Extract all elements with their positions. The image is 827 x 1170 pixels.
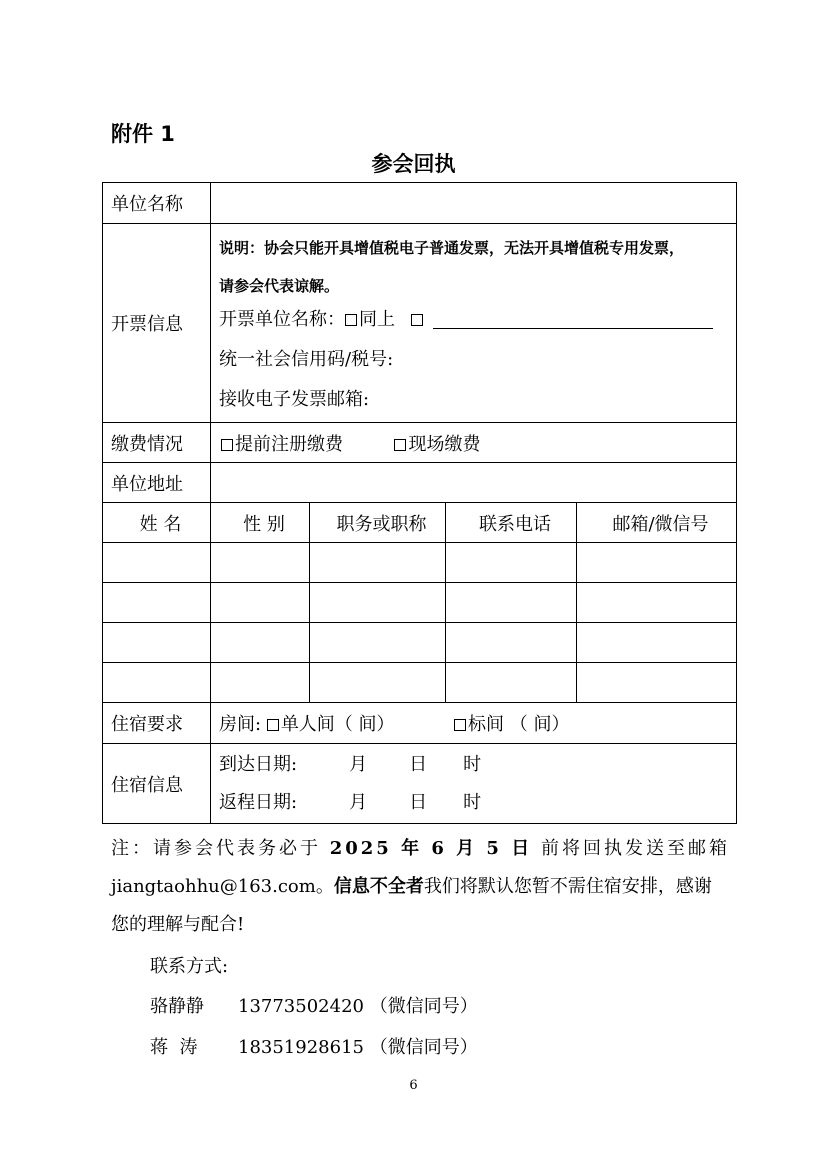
arrival-day: 日 [409, 753, 428, 775]
departure-day: 日 [409, 791, 428, 813]
same-above-checkbox[interactable] [345, 314, 357, 326]
participant-gender-cell[interactable] [211, 543, 310, 583]
invoice-label: 开票信息 [103, 224, 211, 423]
participant-name-cell[interactable] [103, 623, 211, 663]
contact-person [150, 992, 478, 1018]
participant-position-cell[interactable] [310, 543, 446, 583]
onsite-pay-checkbox[interactable] [394, 439, 406, 451]
participant-row [103, 623, 737, 663]
header-gender: 性 别 [211, 503, 310, 543]
contact-email: jiangtaohhu@163.com。 [111, 876, 334, 897]
footnote-text1: 注：请参会代表务必于 [111, 838, 321, 859]
arrival-hour: 时 [463, 753, 482, 775]
participant-email-cell[interactable] [577, 583, 737, 623]
footnote-line2 [111, 868, 731, 906]
footnote [111, 830, 731, 944]
contact-person [150, 1033, 478, 1059]
participant-row [103, 543, 737, 583]
standard-room-label: 标间 （ 间） [468, 714, 570, 735]
accommodation-info-label: 住宿信息 [103, 744, 211, 824]
invoice-unit-input[interactable] [433, 310, 713, 329]
invoice-note-line1: 说明：协会只能开具增值税电子普通发票，无法开具增值税专用发票， [219, 239, 685, 257]
participant-gender-cell[interactable] [211, 623, 310, 663]
standard-room-checkbox[interactable] [454, 719, 466, 731]
unit-name-label: 单位名称 [103, 183, 211, 224]
footnote-text3: 我们将默认您暂不需住宿安排，感谢 [423, 876, 712, 897]
participant-phone-cell[interactable] [446, 623, 577, 663]
participant-phone-cell[interactable] [446, 663, 577, 703]
row-address [103, 463, 737, 503]
footnote-text2: 前将回执发送至邮箱 [540, 838, 730, 859]
address-field[interactable] [211, 463, 737, 503]
contact-name: 蒋 涛 [150, 1037, 198, 1058]
departure-label: 返程日期: [219, 791, 298, 813]
address-label: 单位地址 [103, 463, 211, 503]
contact-phone: 18351928615 [238, 1037, 364, 1058]
participant-email-cell[interactable] [577, 623, 737, 663]
invoice-unit-line [219, 300, 736, 340]
participant-position-cell[interactable] [310, 623, 446, 663]
departure-hour: 时 [463, 791, 482, 813]
receipt-form-table [102, 182, 737, 824]
departure-month: 月 [349, 791, 368, 813]
page-number: 6 [409, 1078, 418, 1093]
deadline-date: 2025 年 6 月 5 日 [329, 838, 533, 859]
contact-note: （微信同号） [369, 1037, 478, 1058]
payment-label: 缴费情况 [103, 423, 211, 463]
participant-name-cell[interactable] [103, 663, 211, 703]
arrival-label: 到达日期: [219, 753, 298, 775]
credit-code-label: 统一社会信用码/税号: [219, 349, 394, 370]
accommodation-request-field [211, 703, 737, 744]
participant-name-cell[interactable] [103, 543, 211, 583]
participant-gender-cell[interactable] [211, 663, 310, 703]
row-accommodation-request [103, 703, 737, 744]
header-phone: 联系电话 [446, 503, 577, 543]
invoice-email-label: 接收电子发票邮箱: [219, 389, 370, 410]
footnote-bold: 信息不全者 [333, 876, 424, 897]
participant-name-cell[interactable] [103, 583, 211, 623]
arrival-date-line [219, 746, 736, 784]
row-accommodation-info [103, 744, 737, 824]
attachment-label: 附件 1 [111, 122, 175, 146]
prepay-label: 提前注册缴费 [235, 433, 343, 455]
onsite-pay-label: 现场缴费 [408, 433, 481, 455]
invoice-note-line2: 请参会代表谅解。 [219, 277, 340, 295]
single-room-checkbox[interactable] [267, 719, 279, 731]
invoice-unit-label: 开票单位名称： [219, 309, 345, 330]
other-unit-checkbox[interactable] [411, 314, 423, 326]
contact-name: 骆静静 [150, 996, 204, 1017]
participant-email-cell[interactable] [577, 543, 737, 583]
row-invoice [103, 224, 737, 423]
participant-email-cell[interactable] [577, 663, 737, 703]
page-title: 参会回执 [371, 152, 456, 176]
departure-date-line [219, 784, 736, 822]
arrival-month: 月 [349, 753, 368, 775]
participant-header-row [103, 503, 737, 543]
contact-phone: 13773502420 [238, 996, 364, 1017]
room-label: 房间: [219, 714, 262, 735]
header-position: 职务或职称 [310, 503, 446, 543]
contact-title: 联系方式: [150, 956, 229, 977]
participant-phone-cell[interactable] [446, 543, 577, 583]
invoice-field [211, 224, 737, 423]
footnote-line1 [111, 830, 731, 868]
row-unit-name [103, 183, 737, 224]
payment-field [211, 423, 737, 463]
header-name: 姓 名 [103, 503, 211, 543]
footnote-line3: 您的理解与配合! [111, 914, 245, 935]
same-above-label: 同上 [359, 309, 395, 330]
participant-phone-cell[interactable] [446, 583, 577, 623]
row-payment [103, 423, 737, 463]
accommodation-request-label: 住宿要求 [103, 703, 211, 744]
unit-name-field[interactable] [211, 183, 737, 224]
accommodation-info-field [211, 744, 737, 824]
participant-row [103, 583, 737, 623]
single-room-label: 单人间（ 间） [280, 714, 395, 735]
participant-row [103, 663, 737, 703]
participant-position-cell[interactable] [310, 663, 446, 703]
contact-note: （微信同号） [369, 996, 478, 1017]
prepay-checkbox[interactable] [221, 439, 233, 451]
participant-position-cell[interactable] [310, 583, 446, 623]
header-email-wechat: 邮箱/微信号 [577, 503, 737, 543]
participant-gender-cell[interactable] [211, 583, 310, 623]
